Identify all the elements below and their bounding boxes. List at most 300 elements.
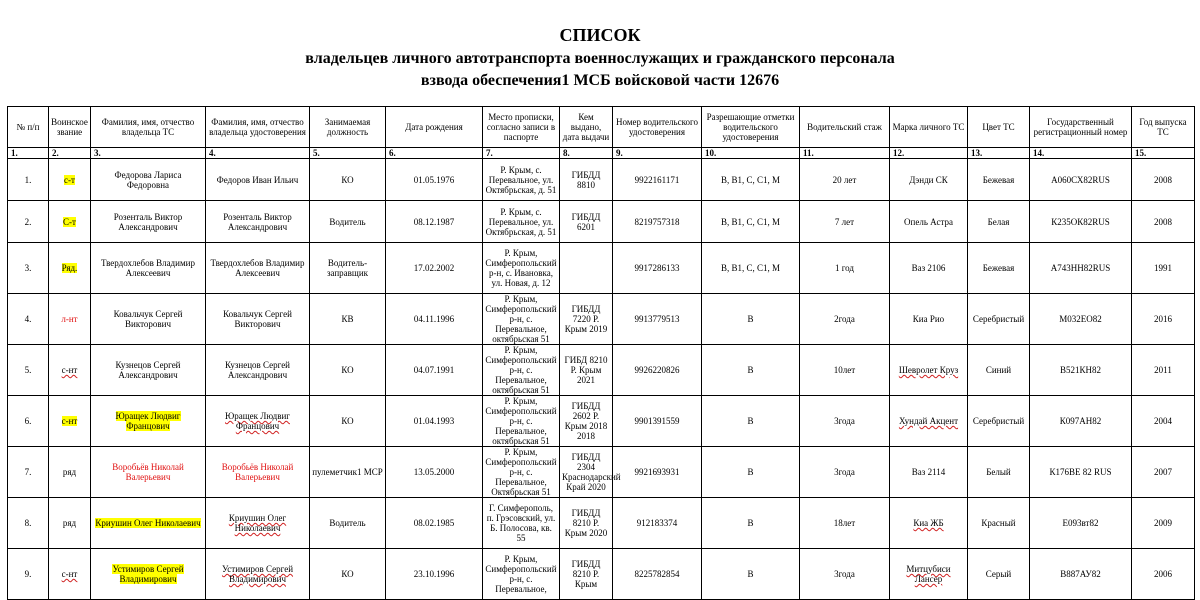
position-cell-text: КО [341,365,354,375]
experience-cell [800,294,890,345]
birth-date-cell [386,498,483,549]
licensee-name-cell-text: Кузнецов Сергей Александрович [225,360,290,380]
address-cell [483,345,560,396]
issued-by-cell-text: ГИБД 8210 Р. Крым 2021 [564,355,608,385]
car-color-cell [968,498,1030,549]
car-brand-cell-text: Дэнди СК [909,174,948,185]
owner-name-cell [91,549,206,600]
experience-cell-text: 20 лет [832,174,857,185]
license-number-cell-text: 9901391559 [634,416,680,426]
position-cell [310,159,386,201]
car-brand-cell-text: Шевролет Круз [898,365,959,375]
license-categories-cell [702,294,800,345]
car-year-cell [1132,159,1195,201]
experience-cell [800,243,890,294]
birth-date-cell [386,396,483,447]
rank-cell-text: с-нт [61,365,78,375]
car-color-cell [968,345,1030,396]
birth-date-cell [386,159,483,201]
plate-number-cell [1030,396,1132,447]
licensee-name-cell-text: Воробьёв Николай Валерьевич [221,462,294,482]
plate-number-cell-text: М032ЕО82 [1059,314,1102,324]
address-cell [483,243,560,294]
car-brand-cell [890,498,968,549]
car-color-cell-text: Серебристый [972,314,1025,324]
license-number-cell [613,498,702,549]
car-year-cell-text: 2006 [1154,569,1172,579]
position-cell-text: КО [341,569,354,579]
birth-date-cell [386,345,483,396]
row-number [8,345,49,396]
car-year-cell-text: 2011 [1154,365,1172,375]
car-year-cell [1132,243,1195,294]
license-number-cell [613,396,702,447]
licensee-name-cell [206,396,310,447]
license-number-cell [613,447,702,498]
car-brand-cell-text: Митцубиси Лансер [906,564,951,584]
column-number: 7. [483,148,560,159]
rank-cell [49,159,91,201]
table-row [8,498,1195,549]
address-cell-text: Р. Крым, Симферопольский р-н, с. Перевальное, октябрьская 51 [485,345,557,395]
car-color-cell [968,159,1030,201]
rank-cell-text: С-т [63,216,76,227]
license-categories-cell [702,159,800,201]
car-color-cell-text: Серый [985,569,1012,579]
experience-cell-text: 3года [834,569,855,579]
car-brand-cell [890,159,968,201]
car-brand-cell-text: Киа ЖБ [913,518,944,528]
licensee-name-cell-text: Криушин Олег Николаевич [228,513,287,533]
car-brand-cell [890,201,968,243]
license-categories-cell-text: B [747,365,754,375]
issued-by-cell [560,447,621,498]
address-cell-text: Р. Крым, Симферопольский р-н, с. Перевальное, [485,554,557,594]
rank-cell [49,294,91,345]
row-number-text: 9. [24,569,32,579]
rank-cell [49,201,91,243]
owner-name-cell-text: Федорова Лариса Федоровна [114,169,182,190]
address-cell [483,549,560,600]
plate-number-cell [1030,243,1132,294]
license-categories-cell-text: B, B1, C, C1, M [720,216,780,227]
licensee-name-cell [206,549,310,600]
licensee-name-cell-text: Юращек Людвиг Францович [225,411,290,431]
car-brand-cell [890,447,968,498]
experience-cell [800,498,890,549]
licensee-name-cell [206,294,310,345]
plate-number-cell-text: К097АН82 [1059,416,1102,426]
car-year-cell [1132,549,1195,600]
rank-cell [49,498,91,549]
birth-date-cell-text: 01.05.1976 [413,174,455,185]
table-row [8,243,1195,294]
table-row [8,447,1195,498]
column-number: 12. [890,148,968,159]
licensee-name-cell-text: Твердохлебов Владимир Алексеевич [210,258,305,278]
owner-name-cell [91,345,206,396]
address-cell [483,498,560,549]
position-cell [310,498,386,549]
licensee-name-cell-text: Устимиров Сергей Владимирович [221,564,294,584]
position-cell-text: пулеметчик1 МСР [312,467,383,477]
table-row [8,549,1195,600]
plate-number-cell-text: Е093вт82 [1062,518,1099,528]
column-number: 2. [49,148,91,159]
experience-cell [800,549,890,600]
row-number-text: 7. [24,467,32,477]
license-number-cell [613,345,702,396]
license-categories-cell [702,201,800,243]
car-brand-cell [890,294,968,345]
experience-cell [800,396,890,447]
address-cell-text: Р. Крым, Симферопольский р-н, с. Перевальное, Октябрьская 51 [485,447,557,497]
birth-date-cell-text: 23.10.1996 [413,569,455,579]
address-cell [483,201,560,243]
car-year-cell [1132,498,1195,549]
license-number-cell-text: 9913779513 [634,314,680,324]
rank-cell-text: с-нт [61,416,78,426]
position-cell-text: Водитель [329,518,366,528]
position-cell [310,447,386,498]
plate-number-cell-text: А743НН82RUS [1050,263,1111,273]
car-brand-cell [890,243,968,294]
owner-name-cell-text: Воробьёв Николай Валерьевич [112,462,184,482]
position-cell [310,345,386,396]
car-color-cell [968,294,1030,345]
car-year-cell-text: 2008 [1154,216,1172,227]
car-brand-cell [890,345,968,396]
position-cell [310,549,386,600]
experience-cell [800,201,890,243]
row-number-text: 5. [24,365,32,375]
birth-date-cell-text: 08.12.1987 [413,216,455,227]
issued-by-cell [560,159,613,201]
car-year-cell-text: 2007 [1154,467,1172,477]
experience-cell-text: 18лет [833,518,856,528]
header-cell: Место прописки, согласно записи в паспорте [483,107,560,148]
car-color-cell [968,243,1030,294]
birth-date-cell [386,447,483,498]
row-number-text: 8. [24,518,32,528]
car-year-cell [1132,345,1195,396]
license-categories-cell-text: B [747,314,754,324]
license-categories-cell-text: B [747,518,754,528]
car-brand-cell-text: Опель Астра [904,216,953,227]
issued-by-cell-text: ГИБДД 2602 Р. Крым 2018 2018 [564,401,608,441]
rank-cell-text: с-нт [61,569,78,579]
column-number: 5. [310,148,386,159]
row-number-text: 1. [24,174,32,185]
car-color-cell-text: Серебристый [972,416,1025,426]
table-row [8,345,1195,396]
issued-by-cell-text: ГИБДД 8210 Р. Крым 2020 [564,508,608,538]
experience-cell-text: 3года [834,467,855,477]
birth-date-cell-text: 04.07.1991 [413,365,455,375]
owner-name-cell [91,201,206,243]
license-number-cell-text: 9917286133 [634,263,680,273]
birth-date-cell [386,201,483,243]
header-cell: Фамилия, имя, отчество владельца удостоверения [206,107,310,148]
car-brand-cell-text: Ваз 2114 [911,467,946,477]
license-categories-cell-text: B [747,416,754,426]
car-color-cell [968,549,1030,600]
licensee-name-cell [206,159,310,201]
license-categories-cell [702,345,800,396]
car-year-cell-text: 1991 [1154,263,1172,273]
column-number: 3. [91,148,206,159]
column-number: 1. [8,148,49,159]
car-year-cell-text: 2016 [1154,314,1172,324]
rank-cell-text: Ряд. [61,263,78,273]
title-line-3: взвода обеспечения1 МСБ войсковой части 12676 [420,72,780,89]
rank-cell [49,447,91,498]
plate-number-cell [1030,294,1132,345]
column-number: 4. [206,148,310,159]
birth-date-cell-text: 13.05.2000 [413,467,455,477]
column-number: 6. [386,148,483,159]
owner-name-cell [91,396,206,447]
rank-cell [49,243,91,294]
rank-cell [49,396,91,447]
license-number-cell-text: 912183374 [636,518,678,528]
owner-name-cell [91,243,206,294]
owner-name-cell [91,447,206,498]
birth-date-cell-text: 17.02.2002 [413,263,455,273]
header-cell: Дата рождения [386,107,483,148]
license-number-cell [613,294,702,345]
title-line-2: владельцев личного автотранспорта военнослужащих и гражданского персонала [305,50,895,67]
owner-name-cell-text: Криушин Олег Николаевич [95,518,201,528]
address-cell-text: Р. Крым, с. Перевальное, ул. Октябрьская, д. 51 [485,206,557,237]
licensee-name-cell-text: Розенталь Виктор Александрович [223,211,292,232]
issued-by-cell [560,549,613,600]
issued-by-cell-text: ГИБДД 2304 Краснодарский Край 2020 [562,452,621,492]
plate-number-cell [1030,549,1132,600]
experience-cell-text: 2года [834,314,855,324]
header-cell: Воинское звание [49,107,91,148]
car-color-cell [968,396,1030,447]
column-number-row [8,148,1195,159]
position-cell-text: Водитель [329,216,366,227]
row-number-text: 3. [24,263,32,273]
row-number [8,396,49,447]
licensee-name-cell-text: Федоров Иван Ильич [216,174,299,185]
car-year-cell-text: 2009 [1154,518,1172,528]
header-row [8,107,1195,148]
row-number [8,159,49,201]
column-number: 10. [702,148,800,159]
experience-cell-text: 7 лет [834,216,855,227]
address-cell [483,447,560,498]
header-cell: Фамилия, имя, отчество владельца ТС [91,107,206,148]
header-cell: Разрешающие отметки водительского удостоверения [702,107,800,148]
address-cell-text: Р. Крым, Симферопольский р-н, с. Ивановка, ул. Новая, д. 12 [485,248,557,288]
issued-by-cell [560,396,613,447]
column-number: 9. [613,148,702,159]
position-cell [310,201,386,243]
car-color-cell [968,447,1030,498]
car-brand-cell [890,396,968,447]
address-cell-text: Г. Симферополь, п. Грэсовский, ул. Б. Полосова, кв. 55 [486,503,556,543]
row-number [8,243,49,294]
position-cell [310,294,386,345]
issued-by-cell [560,243,613,294]
owner-name-cell-text: Устимиров Сергей Владимирович [112,564,184,584]
car-brand-cell [890,549,968,600]
car-year-cell [1132,447,1195,498]
row-number [8,498,49,549]
column-number: 13. [968,148,1030,159]
plate-number-cell-text: В887АУ82 [1060,569,1101,579]
plate-number-cell [1030,345,1132,396]
rank-cell [49,549,91,600]
issued-by-cell-text: ГИБДД 8210 Р. Крым [571,559,601,589]
car-color-cell-text: Бежевая [982,263,1015,273]
issued-by-cell [560,345,613,396]
car-brand-cell-text: Киа Рио [912,314,945,324]
rank-cell-text: с-т [64,174,75,185]
address-cell [483,294,560,345]
row-number [8,447,49,498]
position-cell-text: КВ [341,314,354,324]
header-cell: Водительский стаж [800,107,890,148]
birth-date-cell-text: 08.02.1985 [413,518,455,528]
plate-number-cell [1030,201,1132,243]
plate-number-cell [1030,498,1132,549]
position-cell [310,396,386,447]
birth-date-cell [386,549,483,600]
table-row [8,294,1195,345]
plate-number-cell [1030,159,1132,201]
birth-date-cell [386,294,483,345]
header-cell: Марка личного ТС [890,107,968,148]
experience-cell [800,345,890,396]
row-number [8,549,49,600]
car-color-cell-text: Красный [981,518,1016,528]
issued-by-cell [560,294,613,345]
owner-name-cell-text: Розенталь Виктор Александрович [113,211,183,232]
licensee-name-cell [206,201,310,243]
experience-cell-text: 10лет [833,365,856,375]
header-cell: Год выпуска ТС [1132,107,1195,148]
owners-table [7,106,1195,600]
address-cell-text: Р. Крым, с. Перевальное, ул. Октябрьская, д. 51 [485,164,557,195]
car-color-cell-text: Синий [985,365,1012,375]
header-cell: Номер водительского удостоверения [613,107,702,148]
experience-cell [800,447,890,498]
position-cell [310,243,386,294]
car-year-cell [1132,294,1195,345]
car-year-cell-text: 2004 [1154,416,1172,426]
rank-cell [49,345,91,396]
birth-date-cell [386,243,483,294]
licensee-name-cell [206,498,310,549]
header-cell: Цвет ТС [968,107,1030,148]
row-number-text: 6. [24,416,32,426]
rank-cell-text: ряд [62,467,77,477]
owner-name-cell-text: Ковальчук Сергей Викторович [113,309,183,329]
column-number: 11. [800,148,890,159]
position-cell-text: КО [341,174,354,185]
license-number-cell-text: 9926220826 [634,365,680,375]
car-brand-cell-text: Хундай Акцент [898,416,959,426]
license-number-cell [613,243,702,294]
plate-number-cell-text: В521КН82 [1059,365,1101,375]
license-categories-cell [702,447,800,498]
license-categories-cell [702,498,800,549]
row-number-text: 2. [24,216,32,227]
car-color-cell-text: Белая [987,216,1010,227]
car-year-cell [1132,201,1195,243]
license-number-cell-text: 8219757318 [634,216,680,227]
plate-number-cell-text: К235ОК82RUS [1051,216,1110,227]
car-brand-cell-text: Ваз 2106 [911,263,946,273]
row-number [8,294,49,345]
row-number [8,201,49,243]
experience-cell-text: 3года [834,416,855,426]
document-title [0,22,1200,92]
column-number: 15. [1132,148,1195,159]
license-number-cell-text: 9921693931 [634,467,680,477]
address-cell [483,396,560,447]
position-cell-text: КО [341,416,354,426]
table-row [8,396,1195,447]
table-row [8,159,1195,201]
licensee-name-cell [206,243,310,294]
issued-by-cell-text: ГИБДД 7220 Р. Крым 2019 [564,304,608,334]
license-number-cell-text: 8225782854 [634,569,680,579]
license-categories-cell-text: B, B1, C, C1, M [720,263,780,273]
address-cell [483,159,560,201]
license-categories-cell [702,549,800,600]
owner-name-cell-text: Юращек Людвиг Францович [115,411,181,431]
issued-by-cell [560,201,613,243]
header-cell: Занимаемая должность [310,107,386,148]
header-cell: Государственный регистрационный номер [1030,107,1132,148]
license-number-cell-text: 9922161171 [634,174,680,185]
license-categories-cell-text: B, B1, C, C1, M [720,174,780,185]
owner-name-cell [91,294,206,345]
address-cell-text: Р. Крым, Симферопольский р-н, с. Перевальное, октябрьская 51 [485,294,557,344]
owner-name-cell-text: Кузнецов Сергей Александрович [115,360,181,380]
issued-by-cell [560,498,613,549]
owner-name-cell-text: Твердохлебов Владимир Алексеевич [101,258,195,278]
rank-cell-text: ряд [62,518,77,528]
car-color-cell [968,201,1030,243]
plate-number-cell-text: А060СХ82RUS [1051,174,1110,185]
experience-cell-text: 1 год [834,263,855,273]
license-categories-cell-text: B [747,467,754,477]
owner-name-cell [91,498,206,549]
column-number: 8. [560,148,613,159]
plate-number-cell-text: К176ВЕ 82 RUS [1049,467,1112,477]
plate-number-cell [1030,447,1132,498]
licensee-name-cell-text: Ковальчук Сергей Викторович [223,309,292,329]
birth-date-cell-text: 04.11.1996 [413,314,455,324]
license-number-cell [613,201,702,243]
owner-name-cell [91,159,206,201]
issued-by-cell-text: ГИБДД 8810 [571,169,601,190]
title-line-1: СПИСОК [559,25,641,45]
car-color-cell-text: Бежевая [982,174,1015,185]
row-number-text: 4. [24,314,32,324]
license-categories-cell-text: B [747,569,754,579]
license-number-cell [613,549,702,600]
issued-by-cell-text: ГИБДД 6201 [571,211,601,232]
address-cell-text: Р. Крым, Симферопольский р-н, с. Перевальное, октябрьская 51 [485,396,557,446]
license-categories-cell [702,396,800,447]
